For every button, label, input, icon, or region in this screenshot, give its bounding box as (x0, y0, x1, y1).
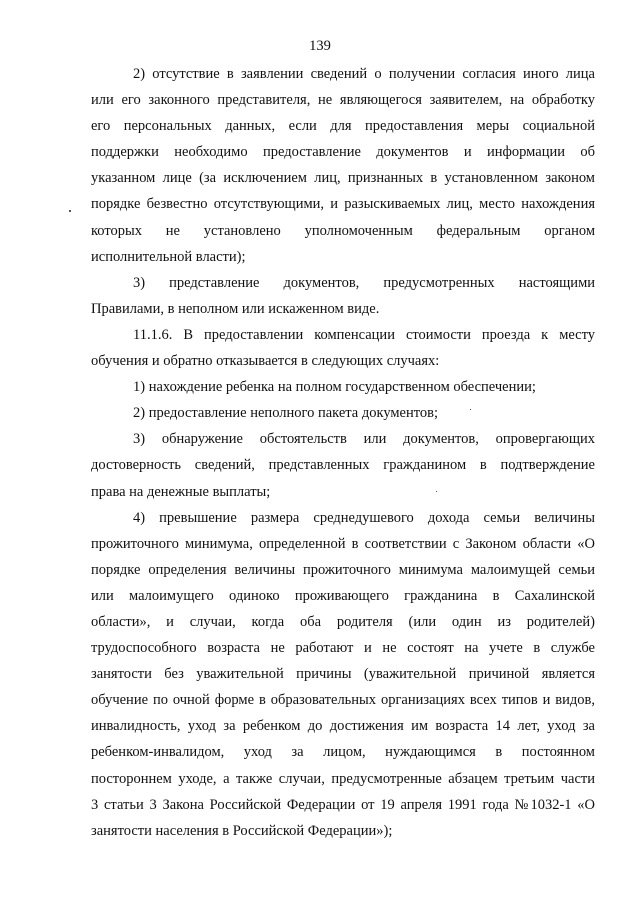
text-line: поддержки необходимо предоставление документов и информации об (91, 144, 595, 161)
text-line: занятости населения в Российской Федерации»); (91, 822, 393, 839)
scan-speck (436, 491, 437, 492)
text-line: 11.1.6. В предоставлении компенсации стоимости проезда к месту (133, 326, 595, 343)
text-line: права на денежные выплаты; (91, 483, 271, 500)
paragraph (91, 426, 595, 504)
text-line: 2) отсутствие в заявлении сведений о получении согласия иного лица (133, 66, 595, 82)
text-line: обучение по очной форме в образовательных организациях всех типов и видов, (91, 692, 595, 709)
paragraph (91, 322, 595, 374)
text-line: инвалидность, уход за ребенком до достижения им возраста 14 лет, уход за (91, 718, 595, 735)
text-line: занятости без уважительной причины (уважительной причиной является (91, 666, 595, 683)
text-line: достоверность сведений, представленных гражданином в подтверждение (91, 457, 595, 474)
text-line: порядке определения величины прожиточного минимума малоимущей семьи (91, 561, 595, 578)
text-line: обучения и обратно отказывается в следующих случаях: (91, 353, 440, 370)
text-line: 4) превышение размера среднедушевого дохода семьи величины (133, 509, 595, 526)
text-line: 2) предоставление неполного пакета документов; (133, 405, 439, 422)
text-line: которых не установлено уполномоченным федеральным органом (91, 222, 595, 239)
text-line: указанном лице (за исключением лиц, признанных в установленном законом (91, 170, 595, 187)
text-line: ребенком-инвалидом, уход за лицом, нуждающимся в постоянном (91, 744, 595, 761)
text-line: или малоимущего одиноко проживающего гражданина в Сахалинской (91, 587, 595, 604)
text-line: 1) нахождение ребенка на полном государственном обеспечении; (133, 379, 536, 396)
paragraph (91, 400, 595, 426)
text-line: трудоспособного возраста не работают и не состоят на учете в службе (91, 640, 595, 657)
text-line: 3 статьи 3 Закона Российской Федерации от 19 апреля 1991 года №1032-1 «О (91, 796, 595, 813)
page-number: 139 (309, 38, 331, 54)
paragraph (91, 505, 595, 844)
scan-speck (69, 210, 71, 212)
text-line: его персональных данных, если для предоставления меры социальной (91, 118, 595, 135)
paragraph (91, 61, 595, 270)
text-line: 3) представление документов, предусмотренных настоящими (133, 274, 595, 291)
document-body (91, 61, 595, 844)
text-line: исполнительной власти); (91, 248, 246, 265)
scan-speck (470, 409, 471, 410)
text-line: 3) обнаружение обстоятельств или документов, опровергающих (133, 431, 595, 448)
paragraph (91, 374, 595, 400)
text-line: порядке безвестно отсутствующими, и разыскиваемых лиц, место нахождения (91, 196, 595, 213)
text-line: Правилами, в неполном или искаженном виде. (91, 300, 380, 317)
text-line: области», и случаи, когда оба родителя (или один из родителей) (91, 613, 595, 630)
paragraph (91, 270, 595, 322)
text-line: прожиточного минимума, определенной в соответствии с Законом области «О (91, 535, 595, 552)
text-line: или его законного представителя, не являющегося заявителем, на обработку (91, 92, 595, 109)
text-line: постороннем уходе, а также случаи, предусмотренные абзацем третьим части (91, 770, 595, 787)
